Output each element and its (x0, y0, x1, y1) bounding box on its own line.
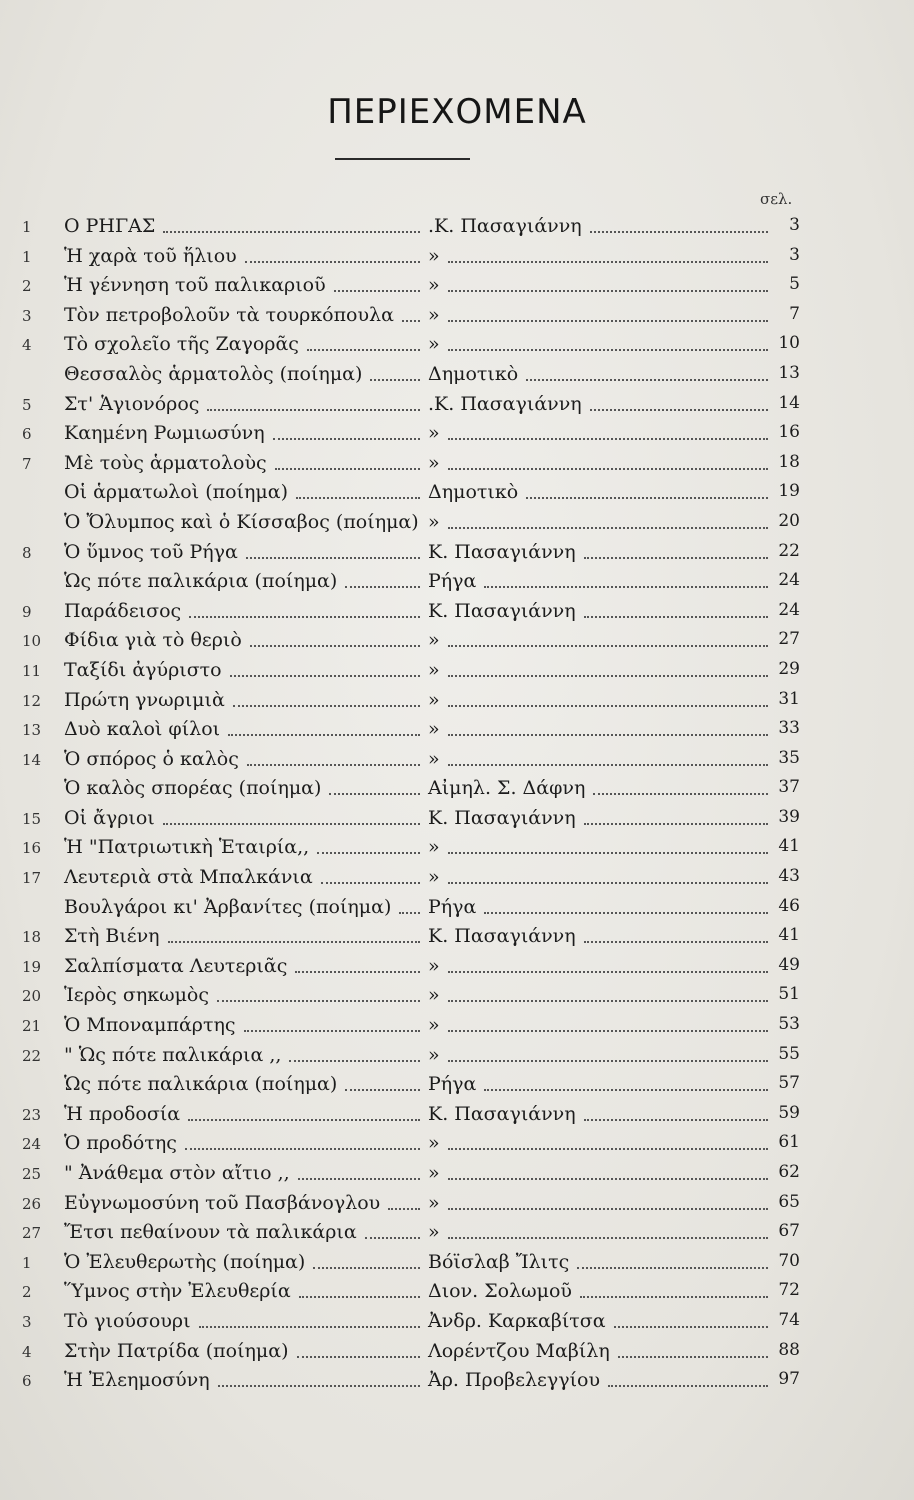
entry-author: » (428, 718, 440, 741)
entry-author: Ρήγα (428, 1073, 477, 1096)
toc-entry (0, 746, 914, 776)
entry-page: 46 (778, 895, 800, 916)
toc-entry (0, 391, 914, 421)
entry-page: 62 (778, 1162, 800, 1182)
entry-number: 27 (22, 1224, 42, 1243)
dot-leader (163, 823, 420, 825)
entry-title: Ὁ ὕμνος τοῦ Ρήγα (64, 540, 238, 563)
entry-title: Ὁ Μποναμπάρτης (64, 1014, 236, 1037)
table-of-contents (0, 213, 914, 1397)
entry-page: 88 (778, 1339, 800, 1360)
entry-title: Ἡ γέννηση τοῦ παλικαριοῦ (64, 274, 326, 297)
dot-leader (448, 1060, 768, 1062)
entry-author: » (428, 1132, 440, 1155)
entry-page: 22 (778, 540, 800, 561)
entry-page: 39 (778, 806, 800, 827)
entry-title: Τὸν πετροβολοῦν τὰ τουρκόπουλα (64, 303, 394, 326)
entry-title: Ὡς πότε παλικάρια (ποίημα) (64, 1073, 338, 1096)
entry-number: 6 (22, 425, 32, 444)
entry-title: Καημένη Ρωμιωσύνη (64, 422, 265, 445)
entry-title: Φίδια γιὰ τὸ θεριὸ (64, 629, 242, 652)
entry-page: 20 (778, 510, 800, 531)
toc-entry (0, 1367, 914, 1397)
toc-entry (0, 568, 914, 598)
entry-author: Δημοτικὸ (428, 481, 519, 504)
dot-leader (321, 882, 420, 884)
toc-entry (0, 1219, 914, 1249)
entry-page: 18 (778, 451, 800, 472)
entry-title: Ὁ σπόρος ὁ καλὸς (64, 747, 239, 770)
entry-title: Ἡ προδοσία (64, 1102, 181, 1125)
entry-page: 51 (778, 984, 800, 1005)
toc-entry (0, 598, 914, 628)
toc-entry (0, 953, 914, 983)
dot-leader (584, 823, 768, 825)
toc-entry (0, 272, 914, 302)
dot-leader (448, 468, 768, 470)
entry-number: 21 (22, 1017, 42, 1036)
dot-leader (448, 645, 768, 647)
dot-leader (448, 1000, 768, 1002)
entry-title: Ἡ Ἐλεημοσύνη (64, 1369, 210, 1392)
toc-entry (0, 420, 914, 450)
dot-leader (448, 882, 768, 884)
dot-leader (448, 320, 768, 322)
page-title: ΠΕΡΙΕΧΟΜΕΝΑ (327, 92, 587, 132)
toc-entry (0, 687, 914, 717)
entry-author: Λορέντζου Μαβίλη (428, 1339, 610, 1362)
entry-number: 20 (22, 987, 42, 1006)
toc-entry (0, 361, 914, 391)
dot-leader (448, 261, 768, 263)
dot-leader (399, 912, 420, 914)
entry-number: 18 (22, 928, 42, 947)
entry-page: 37 (778, 777, 800, 798)
dot-leader (388, 1208, 420, 1210)
entry-author: Κ. Πασαγιάννη (428, 1102, 576, 1125)
entry-author: Δημοτικὸ (428, 362, 519, 385)
dot-leader (273, 438, 420, 440)
entry-page: 55 (778, 1043, 800, 1064)
entry-author: » (428, 688, 440, 711)
entry-title: Στὴ Βιένη (64, 925, 160, 948)
toc-entry (0, 450, 914, 480)
dot-leader (614, 1326, 768, 1328)
dot-leader (402, 320, 420, 322)
entry-number: 17 (22, 869, 42, 888)
entry-page: 53 (778, 1014, 800, 1035)
dot-leader (295, 971, 420, 973)
dot-leader (448, 705, 768, 707)
toc-entry (0, 1071, 914, 1101)
dot-leader (584, 941, 768, 943)
dot-leader (298, 1178, 420, 1180)
dot-leader (297, 1356, 420, 1358)
entry-author: » (428, 274, 440, 297)
entry-author: » (428, 303, 440, 326)
entry-title: Ἡ χαρὰ τοῦ ἥλιου (64, 244, 237, 267)
entry-author: Ἀνδρ. Καρκαβίτσα (428, 1309, 606, 1332)
entry-author: Ἀρ. Προβελεγγίου (428, 1369, 601, 1392)
dot-leader (188, 1119, 420, 1121)
dot-leader (370, 379, 420, 381)
entry-title: Παράδεισος (64, 599, 182, 622)
entry-page: 61 (778, 1132, 800, 1153)
toc-entry (0, 1101, 914, 1131)
dot-leader (484, 912, 768, 914)
entry-author: Ρήγα (428, 570, 477, 593)
entry-title: Στὴν Πατρίδα (ποίημα) (64, 1339, 289, 1362)
entry-number: 2 (22, 277, 32, 296)
dot-leader (199, 1326, 420, 1328)
entry-page: 72 (778, 1280, 800, 1301)
entry-author: » (428, 629, 440, 652)
dot-leader (168, 941, 420, 943)
dot-leader (289, 1060, 420, 1062)
entry-number: 11 (22, 661, 42, 680)
toc-entry (0, 1278, 914, 1308)
entry-page: 31 (778, 688, 800, 709)
dot-leader (233, 705, 420, 707)
dot-leader (526, 379, 768, 381)
entry-title: " Ἀνάθεμα στὸν αἴτιο ,, (64, 1162, 290, 1184)
entry-author: .Κ. Πασαγιάννη (428, 215, 582, 237)
entry-author: » (428, 1014, 440, 1037)
entry-number: 8 (22, 543, 32, 562)
entry-page: 57 (778, 1073, 800, 1094)
dot-leader (244, 1030, 420, 1032)
toc-entry (0, 627, 914, 657)
entry-page: 41 (778, 925, 800, 946)
entry-number: 5 (22, 395, 32, 414)
dot-leader (590, 231, 768, 233)
entry-title: Ὁ καλὸς σπορέας (ποίημα) (64, 777, 322, 800)
entry-title: Οἱ ἁρματωλοὶ (ποίημα) (64, 481, 288, 504)
dot-leader (448, 349, 768, 351)
toc-entry (0, 982, 914, 1012)
toc-entry (0, 1190, 914, 1220)
entry-author: Κ. Πασαγιάννη (428, 540, 576, 563)
entry-number: 3 (22, 306, 32, 325)
dot-leader (329, 793, 420, 795)
entry-author: » (428, 1191, 440, 1214)
dot-leader (334, 290, 420, 292)
entry-author: » (428, 1162, 440, 1184)
toc-entry (0, 331, 914, 361)
dot-leader (608, 1385, 768, 1387)
entry-title: Μὲ τοὺς ἁρματολοὺς (64, 451, 267, 474)
entry-number: 19 (22, 957, 42, 976)
toc-entry (0, 775, 914, 805)
entry-number: 4 (22, 1342, 32, 1361)
dot-leader (593, 793, 768, 795)
entry-number: 15 (22, 809, 42, 828)
entry-author: Κ. Πασαγιάννη (428, 806, 576, 829)
entry-number: 2 (22, 1283, 32, 1302)
toc-entry (0, 864, 914, 894)
entry-number: 10 (22, 632, 42, 651)
entry-page: 24 (778, 599, 800, 620)
dot-leader (526, 497, 768, 499)
dot-leader (307, 349, 420, 351)
toc-entry (0, 805, 914, 835)
toc-entry (0, 539, 914, 569)
entry-author: » (428, 422, 440, 445)
dot-leader (245, 261, 420, 263)
entry-title: Ἔτσι πεθαίνουν τὰ παλικάρια (64, 1221, 357, 1244)
entry-author: .Κ. Πασαγιάννη (428, 392, 582, 415)
dot-leader (189, 616, 420, 618)
dot-leader (217, 1000, 420, 1002)
entry-title: Στ' Ἁγιονόρος (64, 392, 200, 415)
entry-author: Ρήγα (428, 895, 477, 918)
entry-author: » (428, 244, 440, 267)
entry-title: Ταξίδι ἀγύριστο (64, 658, 222, 681)
entry-page: 33 (778, 718, 800, 739)
entry-author: » (428, 954, 440, 977)
dot-leader (580, 1296, 768, 1298)
dot-leader (299, 1296, 420, 1298)
entry-author: » (428, 333, 440, 356)
dot-leader (448, 852, 768, 854)
entry-author: Αἰμηλ. Σ. Δάφνη (428, 777, 586, 800)
dot-leader (345, 586, 420, 588)
entry-title: " Ὡς πότε παλικάρια ,, (64, 1043, 282, 1066)
entry-page: 35 (778, 747, 800, 768)
entry-page: 7 (789, 303, 800, 324)
entry-page: 65 (778, 1191, 800, 1212)
toc-entry (0, 1012, 914, 1042)
toc-entry (0, 923, 914, 953)
entry-title: Λευτεριὰ στὰ Μπαλκάνια (64, 866, 313, 889)
dot-leader (448, 1030, 768, 1032)
entry-author: » (428, 866, 440, 889)
entry-title: Τὸ σχολεῖο τῆς Ζαγορᾶς (64, 333, 299, 356)
dot-leader (365, 1237, 420, 1239)
entry-page: 24 (778, 570, 800, 591)
toc-entry (0, 1338, 914, 1368)
entry-title: Δυὸ καλοὶ φίλοι (64, 718, 221, 741)
page-column-label: σελ. (760, 190, 793, 208)
entry-page: 19 (778, 481, 800, 502)
dot-leader (448, 438, 768, 440)
toc-entry (0, 213, 914, 243)
toc-entry (0, 509, 914, 539)
entry-title: Σαλπίσματα Λευτεριᾶς (64, 954, 288, 977)
entry-author: Βόϊσλαβ Ἴλιτς (428, 1250, 570, 1273)
entry-number: 3 (22, 1312, 32, 1331)
toc-entry (0, 1308, 914, 1338)
toc-entry (0, 302, 914, 332)
toc-entry (0, 1160, 914, 1190)
dot-leader (247, 764, 420, 766)
toc-entry (0, 716, 914, 746)
entry-author: Κ. Πασαγιάννη (428, 599, 576, 622)
toc-entry (0, 1249, 914, 1279)
entry-title: Ὡς πότε παλικάρια (ποίημα) (64, 570, 338, 593)
entry-number: 12 (22, 691, 42, 710)
entry-page: 74 (778, 1309, 800, 1330)
entry-number: 13 (22, 721, 42, 740)
entry-page: 59 (778, 1102, 800, 1123)
entry-author: Διον. Σολωμοῦ (428, 1280, 572, 1303)
dot-leader (448, 971, 768, 973)
entry-page: 97 (778, 1369, 800, 1390)
entry-title: Ο ΡΗΓΑΣ (64, 215, 156, 237)
dot-leader (345, 1089, 420, 1091)
entry-page: 5 (789, 274, 800, 295)
entry-title: Βουλγάροι κι' Ἀρβανίτες (ποίημα) (64, 895, 392, 918)
entry-title: Ὁ προδότης (64, 1132, 177, 1155)
dot-leader (250, 645, 420, 647)
dot-leader (448, 1148, 768, 1150)
dot-leader (448, 1237, 768, 1239)
dot-leader (584, 557, 768, 559)
dot-leader (185, 1148, 420, 1150)
entry-page: 43 (778, 866, 800, 887)
entry-page: 13 (778, 362, 800, 383)
entry-number: 26 (22, 1194, 42, 1213)
entry-page: 27 (778, 629, 800, 650)
dot-leader (218, 1385, 420, 1387)
dot-leader (246, 557, 420, 559)
title-rule (335, 158, 470, 160)
entry-number: 1 (22, 247, 32, 266)
entry-page: 41 (778, 836, 800, 857)
dot-leader (484, 586, 768, 588)
entry-number: 1 (22, 1253, 32, 1272)
entry-title: Ὁ Ὄλυμπος καὶ ὁ Κίσσαβος (ποίημα) (64, 510, 419, 533)
entry-number: 24 (22, 1135, 42, 1154)
dot-leader (448, 527, 768, 529)
entry-title: Εὐγνωμοσύνη τοῦ Πασβάνογλου (64, 1191, 381, 1214)
toc-entry (0, 894, 914, 924)
dot-leader (448, 290, 768, 292)
entry-author: » (428, 658, 440, 681)
entry-title: Τὸ γιούσουρι (64, 1309, 191, 1332)
entry-number: 23 (22, 1105, 42, 1124)
toc-entry (0, 834, 914, 864)
entry-number: 9 (22, 602, 32, 621)
entry-page: 16 (778, 422, 800, 443)
dot-leader (448, 734, 768, 736)
entry-page: 29 (778, 658, 800, 679)
entry-number: 1 (22, 218, 32, 236)
entry-title: Ὁ Ἐλευθερωτὴς (ποίημα) (64, 1250, 306, 1273)
dot-leader (317, 852, 420, 854)
dot-leader (313, 1267, 420, 1269)
entry-author: » (428, 747, 440, 770)
entry-author: » (428, 510, 440, 533)
dot-leader (275, 468, 420, 470)
entry-author: » (428, 984, 440, 1007)
entry-number: 25 (22, 1165, 42, 1183)
entry-number: 6 (22, 1372, 32, 1391)
dot-leader (484, 1089, 768, 1091)
dot-leader (448, 1208, 768, 1210)
dot-leader (228, 734, 420, 736)
entry-title: Πρώτη γνωριμιὰ (64, 688, 225, 711)
toc-entry (0, 1042, 914, 1072)
dot-leader (590, 409, 768, 411)
dot-leader (230, 675, 420, 677)
entry-title: Ἱερὸς σηκωμὸς (64, 984, 210, 1007)
entry-page: 14 (778, 392, 800, 413)
entry-author: » (428, 836, 440, 859)
entry-page: 3 (789, 215, 800, 235)
entry-title: Ὕμνος στὴν Ἐλευθερία (64, 1280, 291, 1303)
toc-entry (0, 243, 914, 273)
entry-number: 4 (22, 336, 32, 355)
entry-number: 22 (22, 1046, 42, 1065)
entry-page: 49 (778, 954, 800, 975)
dot-leader (296, 497, 420, 499)
dot-leader (448, 1178, 768, 1180)
entry-title: Ἡ "Πατριωτικὴ Ἑταιρία,, (64, 836, 310, 859)
entry-number: 16 (22, 839, 42, 858)
entry-title: Οἱ ἄγριοι (64, 806, 155, 829)
entry-number: 7 (22, 454, 32, 473)
dot-leader (577, 1267, 768, 1269)
entry-author: Κ. Πασαγιάννη (428, 925, 576, 948)
toc-entry (0, 479, 914, 509)
entry-page: 10 (778, 333, 800, 354)
entry-page: 3 (789, 244, 800, 265)
dot-leader (207, 409, 420, 411)
entry-page: 70 (778, 1250, 800, 1271)
entry-author: » (428, 1043, 440, 1066)
dot-leader (163, 231, 420, 233)
entry-author: » (428, 451, 440, 474)
entry-page: 67 (778, 1221, 800, 1242)
toc-entry (0, 657, 914, 687)
entry-author: » (428, 1221, 440, 1244)
entry-title: Θεσσαλὸς ἁρματολὸς (ποίημα) (64, 362, 363, 385)
toc-entry (0, 1130, 914, 1160)
dot-leader (584, 1119, 768, 1121)
dot-leader (448, 764, 768, 766)
dot-leader (584, 616, 768, 618)
entry-number: 14 (22, 750, 42, 769)
dot-leader (448, 675, 768, 677)
dot-leader (618, 1356, 768, 1358)
